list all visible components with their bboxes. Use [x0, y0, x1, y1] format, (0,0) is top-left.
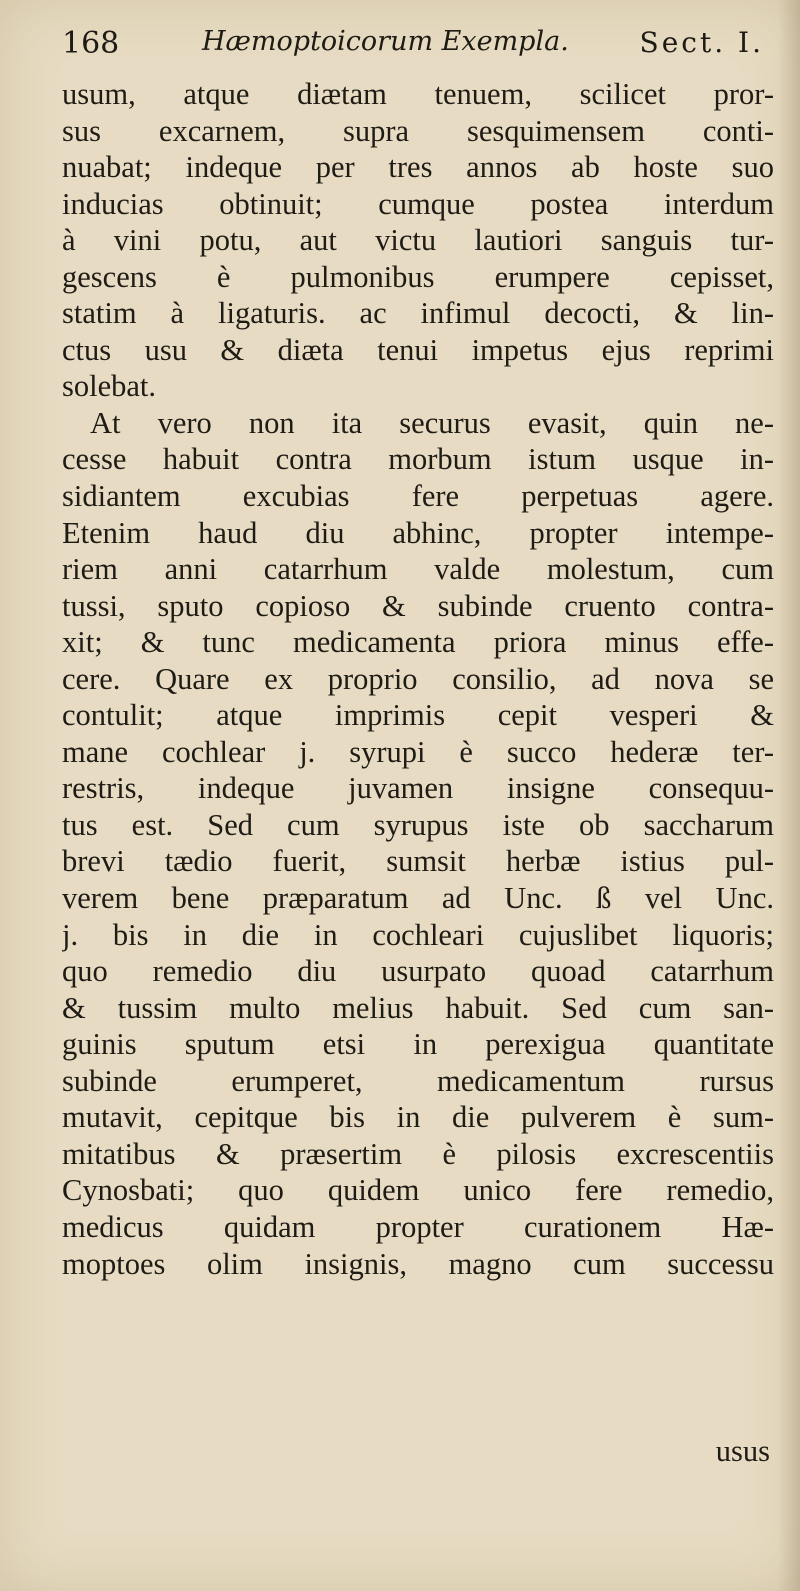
section-mark: Sect. I.	[639, 26, 764, 59]
text-line: cesse habuit contra morbum istum usque in-	[62, 442, 774, 477]
text-line: contulit; atque imprimis cepit vesperi &	[62, 698, 774, 733]
text-line: & tussim multo melius habuit. Sed cum san-	[62, 990, 774, 1025]
text-line: usum, atque diætam tenuem, scilicet pror-	[62, 77, 774, 111]
text-line: statim à ligaturis. ac infimul decocti, & lin-	[62, 296, 774, 331]
running-head	[62, 16, 774, 66]
text-line: mutavit, cepitque bis in die pulverem è sum-	[62, 1100, 774, 1135]
text-line: medicus quidam propter curationem Hæ-	[62, 1209, 774, 1244]
page-edge-shadow	[778, 0, 800, 1591]
text-line: j. bis in die in cochleari cujuslibet liquoris;	[62, 917, 774, 952]
text-line: At vero non ita securus evasit, quin ne-	[90, 405, 774, 440]
text-line: inducias obtinuit; cumque postea interdum	[62, 186, 774, 221]
text-line: riem anni catarrhum valde molestum, cum	[62, 552, 774, 587]
text-line: mitatibus & præsertim è pilosis excrescentiis	[62, 1136, 774, 1171]
text-line: mane cochlear j. syrupi è succo hederæ ter-	[62, 734, 774, 769]
text-line: sus excarnem, supra sesquimensem conti-	[62, 113, 774, 148]
text-line: ctus usu & diæta tenui impetus ejus reprimi	[62, 332, 774, 367]
text-line: xit; & tunc medicamenta priora minus effe-	[62, 625, 774, 660]
text-line: sidiantem excubias fere perpetuas agere.	[62, 479, 774, 514]
catchword: usus	[715, 1434, 770, 1468]
text-line: à vini potu, aut victu lautiori sanguis tur-	[62, 223, 774, 258]
text-line: tus est. Sed cum syrupus iste ob saccharum	[62, 807, 774, 842]
text-line: gescens è pulmonibus erumpere cepisset,	[62, 259, 774, 294]
text-line: Etenim haud diu abhinc, propter intempe-	[62, 515, 774, 550]
text-line: moptoes olim insignis, magno cum successu	[62, 1246, 774, 1281]
text-line: cere. Quare ex proprio consilio, ad nova se	[62, 661, 774, 696]
page-number: 168	[62, 26, 120, 61]
text-line: Cynosbati; quo quidem unico fere remedio,	[62, 1173, 774, 1208]
text-line: verem bene præparatum ad Unc. ß vel Unc.	[62, 881, 774, 916]
text-line: tussi, sputo copioso & subinde cruento contra-	[62, 588, 774, 623]
text-line: brevi tædio fuerit, sumsit herbæ istius pul-	[62, 844, 774, 879]
running-title: Hæmoptoicorum Exempla.	[202, 26, 569, 57]
text-line: subinde erumperet, medicamentum rursus	[62, 1063, 774, 1098]
body-text	[62, 76, 774, 1282]
text-line: nuabat; indeque per tres annos ab hoste suo	[62, 150, 774, 185]
text-line: solebat.	[62, 369, 157, 404]
text-line: guinis sputum etsi in perexigua quantitate	[62, 1027, 774, 1062]
text-line: restris, indeque juvamen insigne consequu-	[62, 771, 774, 806]
text-line: quo remedio diu usurpato quoad catarrhum	[62, 954, 774, 989]
